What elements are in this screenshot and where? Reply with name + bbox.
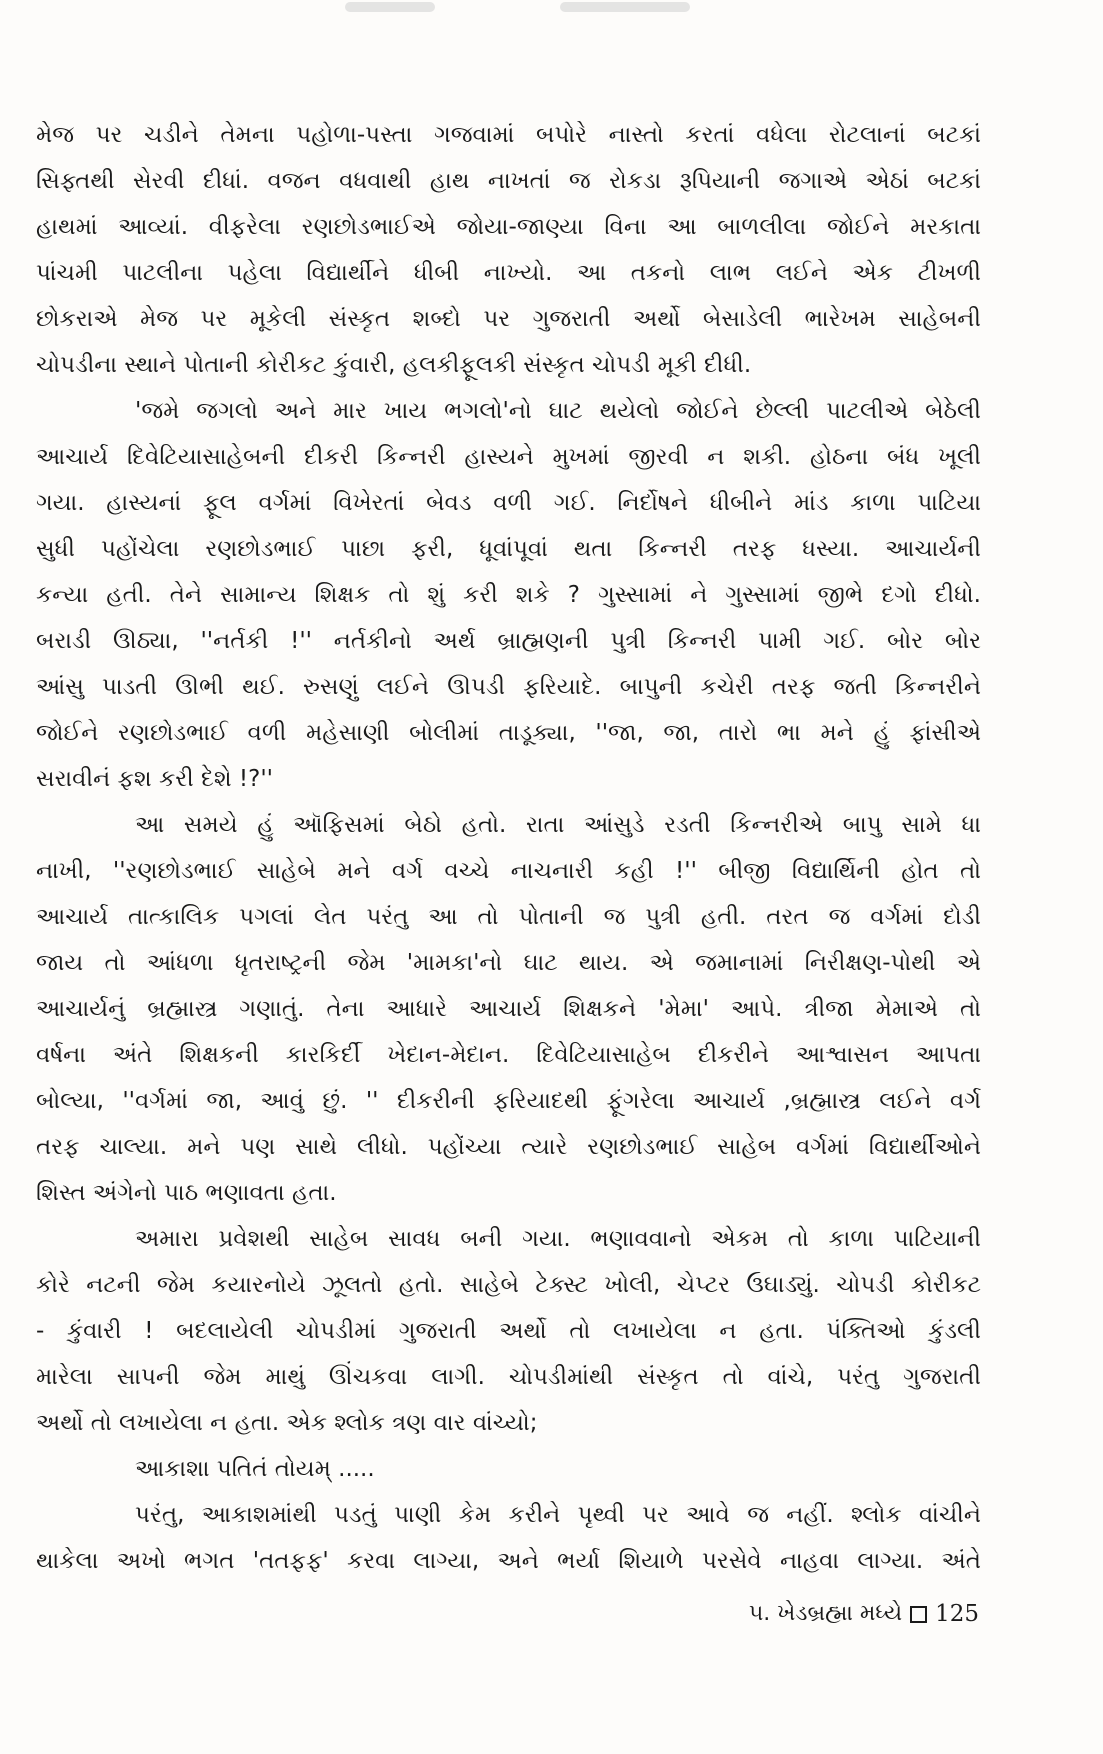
- text-line: સરાવીનં ફશ કરી દેશે !?'': [36, 766, 273, 792]
- text-line: તરફ ચાલ્યા. મને પણ સાથે લીધો. પહોંચ્યા ત્યારે રણછોડભાઈ સાહેબ વર્ગમાં વિદ્યાર્થીઓને: [36, 1134, 981, 1160]
- text-line: જાય તો આંધળા ધૃતરાષ્ટ્રની જેમ 'મામકા'નો ઘાટ થાય. એ જમાનામાં નિરીક્ષણ-પોથી એ: [36, 950, 981, 976]
- text-line: આચાર્યનું બ્રહ્માસ્ત્ર ગણાતું. તેના આધારે આચાર્ય શિક્ષકને 'મેમા' આપે. ત્રીજા મેમાએ તો: [36, 996, 981, 1022]
- text-line: અમારા પ્રવેશથી સાહેબ સાવધ બની ગયા. ભણાવવાનો એકમ તો કાળા પાટિયાની: [135, 1226, 981, 1252]
- text-line: મારેલા સાપની જેમ માથું ઊંચકવા લાગી. ચોપડીમાંથી સંસ્કૃત તો વાંચે, પરંતુ ગુજરાતી: [36, 1364, 981, 1390]
- text-line: મેજ પર ચડીને તેમના પહોળા-પસ્તા ગજવામાં બપોરે નાસ્તો કરતાં વધેલા રોટલાનાં બટકાં: [36, 122, 981, 148]
- scan-smudge: [560, 2, 690, 12]
- text-line: સિફ્તથી સેરવી દીધાં. વજન વધવાથી હાથ નાખતાં જ રોકડા રૂપિયાની જગાએ એઠાં બટકાં: [36, 168, 981, 194]
- text-line: સુધી પહોંચેલા રણછોડભાઈ પાછા ફરી, ધૂવાંપૂવાં થતા કિન્નરી તરફ ધસ્યા. આચાર્યની: [36, 536, 981, 562]
- text-line: - કુંવારી ! બદલાયેલી ચોપડીમાં ગુજરાતી અર્થો તો લખાયેલા ન હતા. પંક્તિઓ કુંડલી: [36, 1318, 981, 1344]
- text-line: વર્ષના અંતે શિક્ષકની કારકિર્દી ખેદાન-મેદાન. દિવેટિયાસાહેબ દીકરીને આશ્વાસન આપતા: [36, 1042, 981, 1068]
- text-line: શિસ્ત અંગેનો પાઠ ભણાવતા હતા.: [36, 1180, 337, 1206]
- page-footer: [749, 1598, 979, 1630]
- text-line: હાથમાં આવ્યાં. વીફરેલા રણછોડભાઈએ જોયા-જાણ્યા વિના આ બાળલીલા જોઈને મરકાતા: [36, 214, 981, 240]
- text-line: પાંચમી પાટલીના પહેલા વિદ્યાર્થીને ધીબી નાખ્યો. આ તકનો લાભ લઈને એક ટીખળી: [36, 260, 981, 286]
- text-line: આ સમયે હું ઑફિસમાં બેઠો હતો. રાતા આંસુડે રડતી કિન્નરીએ બાપુ સામે ધા: [135, 812, 981, 838]
- text-line: પરંતુ, આકાશમાંથી પડતું પાણી કેમ કરીને પૃથ્વી પર આવે જ નહીં. શ્લોક વાંચીને: [135, 1502, 981, 1528]
- text-line: ગયા. હાસ્યનાં ફૂલ વર્ગમાં વિખેરતાં બેવડ વળી ગઈ. નિર્દોષને ધીબીને માંડ કાળા પાટિયા: [36, 490, 981, 516]
- text-line: નાખી, ''રણછોડભાઈ સાહેબે મને વર્ગ વચ્ચે નાચનારી કહી !'' બીજી વિદ્યાર્થિની હોત તો: [36, 858, 981, 884]
- text-line: આચાર્ય દિવેટિયાસાહેબની દીકરી કિન્નરી હાસ્યને મુખમાં જીરવી ન શકી. હોઠના બંધ ખૂલી: [36, 444, 981, 470]
- text-line: બોલ્યા, ''વર્ગમાં જા, આવું છું. '' દીકરીની ફરિયાદથી ફૂંગરેલા આચાર્ય ,બ્રહ્માસ્ત્ર લઈને વર્ગ: [36, 1088, 981, 1114]
- text-line: 'જમે જગલો અને માર ખાય ભગલો'નો ઘાટ થયેલો જોઈને છેલ્લી પાટલીએ બેઠેલી: [135, 398, 981, 424]
- page-number: 125: [935, 1601, 979, 1627]
- text-line: બરાડી ઊઠ્યા, ''નર્તકી !'' નર્તકીનો અર્થ બ્રાહ્મણની પુત્રી કિન્નરી પામી ગઈ. બોર બોર: [36, 628, 981, 654]
- text-line: ચોપડીના સ્થાને પોતાની કોરીકટ કુંવારી, હલકીફૂલકી સંસ્કૃત ચોપડી મૂકી દીધી.: [36, 352, 752, 378]
- square-separator-icon: [910, 1606, 927, 1623]
- text-line: આંસુ પાડતી ઊભી થઈ. રુસણું લઈને ઊપડી ફરિયાદે. બાપુની કચેરી તરફ જતી કિન્નરીને: [36, 674, 981, 700]
- text-line: જોઈને રણછોડભાઈ વળી મહેસાણી બોલીમાં તાડૂક્યા, ''જા, જા, તારો ભા મને હું ફાંસીએ: [36, 720, 981, 746]
- chapter-title: ૫. ખેડબ્રહ્મા મધ્યે: [748, 1601, 903, 1626]
- text-line: કન્યા હતી. તેને સામાન્ય શિક્ષક તો શું કરી શકે ? ગુસ્સામાં ને ગુસ્સામાં જીભે દગો દીધો.: [36, 582, 981, 608]
- text-line: છોકરાએ મેજ પર મૂકેલી સંસ્કૃત શબ્દો પર ગુજરાતી અર્થો બેસાડેલી ભારેખમ સાહેબની: [36, 306, 981, 332]
- text-line: આચાર્ય તાત્કાલિક પગલાં લેત પરંતુ આ તો પોતાની જ પુત્રી હતી. તરત જ વર્ગમાં દોડી: [36, 904, 981, 930]
- text-line: કોરે નટની જેમ કયારનોયે ઝૂલતો હતો. સાહેબે ટેક્સ્ટ ખોલી, ચેપ્ટર ઉઘાડ્યું. ચોપડી કોરીકટ: [36, 1272, 981, 1298]
- verse-line: આકાશા પતિતં તોયમ્ .....: [135, 1456, 375, 1482]
- scan-smudge: [345, 2, 435, 12]
- text-line: અર્થો તો લખાયેલા ન હતા. એક શ્લોક ત્રણ વાર વાંચ્યો;: [36, 1410, 538, 1436]
- text-line: થાકેલા અખો ભગત 'તતફફ' કરવા લાગ્યા, અને ભર્યા શિયાળે પરસેવે નાહવા લાગ્યા. અંતે: [36, 1548, 981, 1574]
